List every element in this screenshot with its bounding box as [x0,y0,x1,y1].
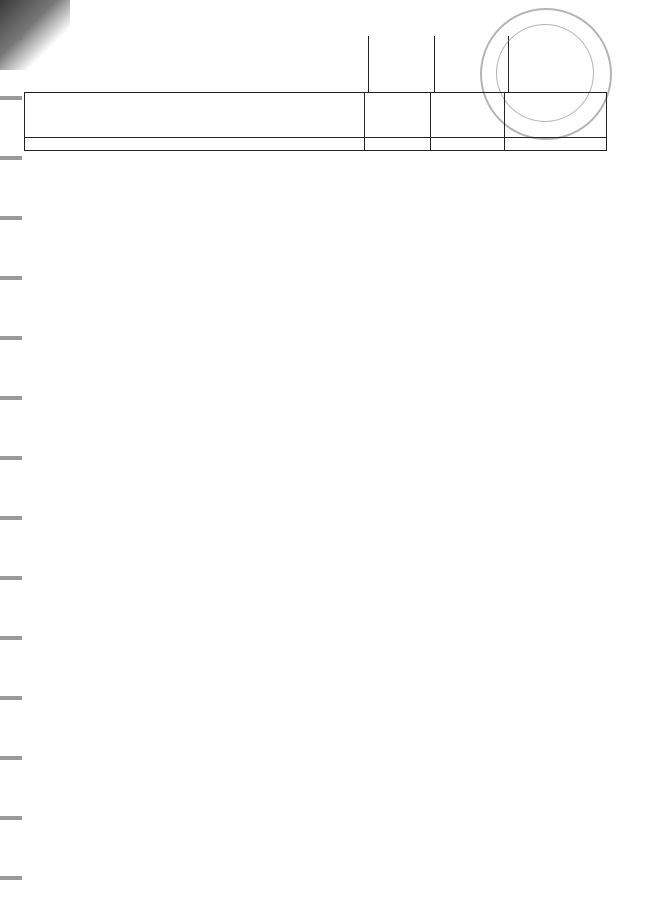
header-current [431,93,505,138]
header-name [25,93,365,138]
column-number [431,138,505,151]
column-number [365,138,431,151]
column-number [25,138,365,151]
column-number-row [25,138,607,151]
column-number [505,138,607,151]
top-divider [434,36,435,92]
top-divider [368,36,369,92]
header-previous [505,93,607,138]
binding-edge [0,0,22,923]
header-code [365,93,431,138]
table-header-row [25,93,607,138]
expenses-table [24,92,607,151]
